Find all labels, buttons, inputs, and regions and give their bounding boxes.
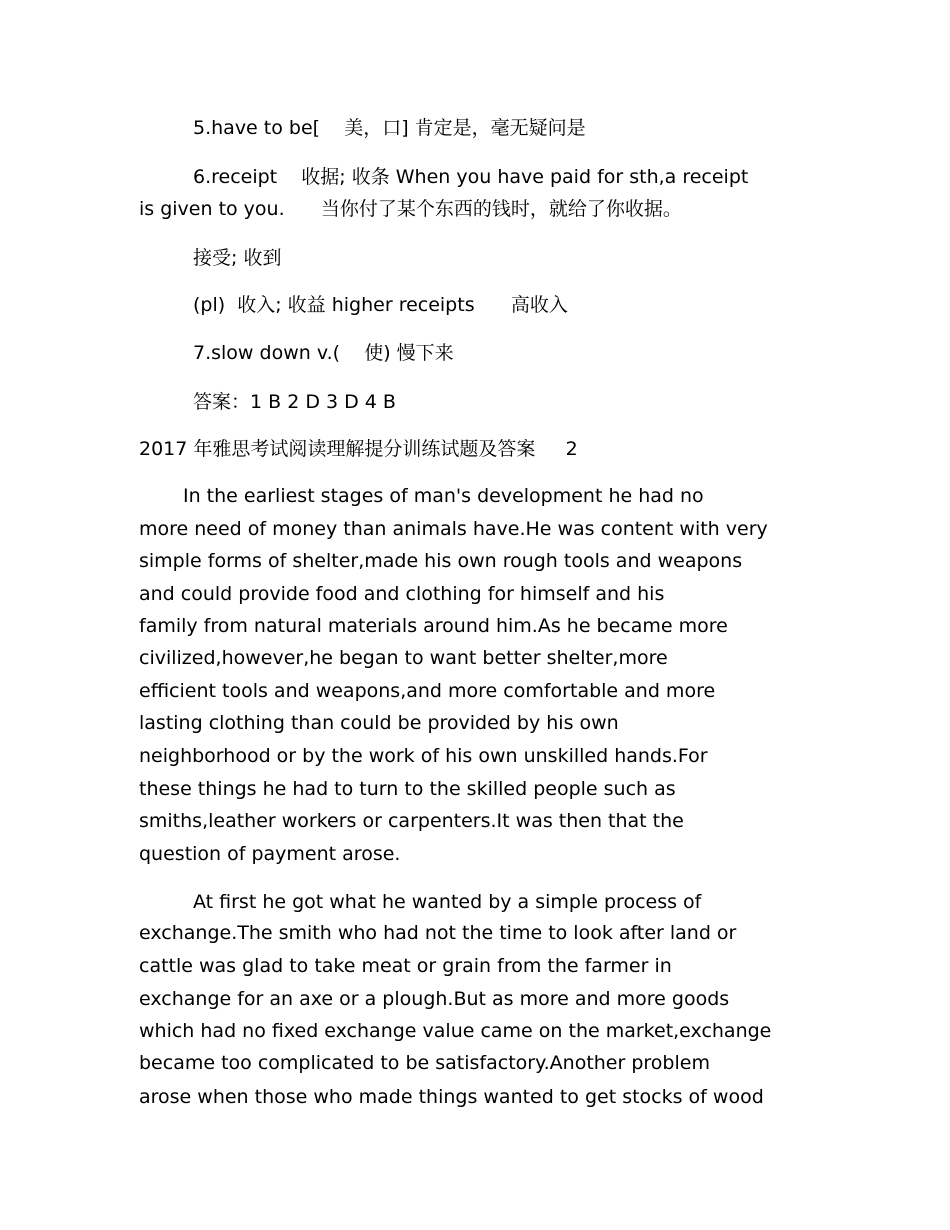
vocab-item-6-sense-2: 接受; 收到 [193, 247, 282, 269]
passage-p1-line: family from natural materials around him.As he became more [139, 615, 728, 637]
passage-p1-line: efficient tools and weapons,and more comfortable and more [139, 680, 716, 702]
passage-p1-line: neighborhood or by the work of his own unskilled hands.For [139, 745, 708, 767]
vocab-item-5: 5.have to be[ 美，口] 肯定是，毫无疑问是 [193, 117, 586, 139]
passage-p2-line: became too complicated to be satisfactory.Another problem [139, 1052, 710, 1074]
passage-p1-line: question of payment arose. [139, 843, 401, 865]
section-title: 2017 年雅思考试阅读理解提分训练试题及答案 2 [139, 438, 578, 460]
passage-p2-line: At first he got what he wanted by a simple process of [193, 891, 702, 913]
vocab-item-6-line-2: is given to you. 当你付了某个东西的钱时，就给了你收据。 [139, 198, 682, 220]
passage-p1-line: In the earliest stages of man's development he had no [183, 485, 704, 507]
passage-p1-line: smiths,leather workers or carpenters.It was then that the [139, 810, 684, 832]
passage-p1-line: and could provide food and clothing for himself and his [139, 583, 665, 605]
passage-p2-line: exchange for an axe or a plough.But as more and more goods [139, 988, 730, 1010]
passage-p1-line: these things he had to turn to the skilled people such as [139, 778, 676, 800]
passage-p1-line: civilized,however,he began to want better shelter,more [139, 647, 668, 669]
passage-p1-line: lasting clothing than could be provided by his own [139, 712, 619, 734]
passage-p1-line: more need of money than animals have.He was content with very [139, 518, 768, 540]
passage-p2-line: which had no fixed exchange value came on the market,exchange [139, 1020, 772, 1042]
passage-p1-line: simple forms of shelter,made his own rough tools and weapons [139, 550, 743, 572]
answer-key: 答案：1 B 2 D 3 D 4 B [193, 391, 396, 413]
passage-p2-line: exchange.The smith who had not the time to look after land or [139, 922, 737, 944]
passage-p2-line: arose when those who made things wanted to get stocks of wood [139, 1086, 764, 1108]
vocab-item-6-sense-3: (pl) 收入; 收益 higher receipts 高收入 [193, 294, 568, 316]
vocab-item-6-line-1: 6.receipt 收据; 收条 When you have paid for sth,a receipt [193, 166, 749, 188]
vocab-item-7: 7.slow down v.( 使) 慢下来 [193, 342, 454, 364]
passage-p2-line: cattle was glad to take meat or grain from the farmer in [139, 955, 672, 977]
